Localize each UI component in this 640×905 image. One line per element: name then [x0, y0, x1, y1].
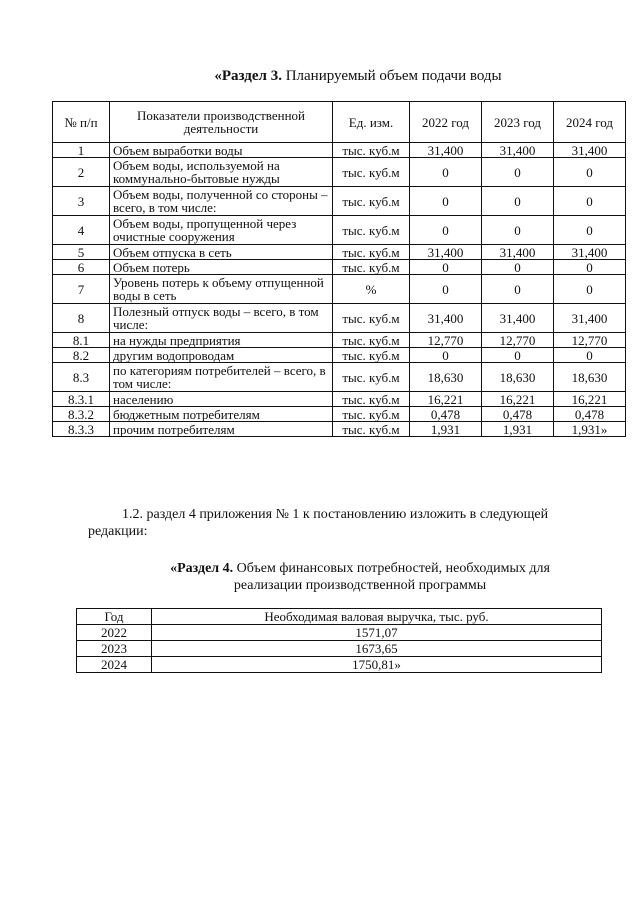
water-supply-table — [52, 101, 626, 437]
row-2023: 31,400 — [482, 304, 554, 333]
section4-title — [140, 560, 580, 594]
row-2023: 0 — [482, 260, 554, 275]
row-2024: 0 — [554, 260, 626, 275]
row-unit: тыс. куб.м — [333, 348, 410, 363]
row-unit: тыс. куб.м — [333, 392, 410, 407]
row-2023: 0 — [482, 275, 554, 304]
row-2022: 0 — [410, 158, 482, 187]
row-year: 2024 — [77, 657, 152, 673]
row-2024: 0 — [554, 275, 626, 304]
row-num: 8.3.3 — [53, 422, 110, 437]
section4-title-text: Объем финансовых потребностей, необходимых для реализации производственной программы — [233, 561, 550, 593]
row-2023: 1,931 — [482, 422, 554, 437]
table-row — [53, 363, 626, 392]
row-2024: 31,400 — [554, 304, 626, 333]
row-2024: 31,400 — [554, 245, 626, 260]
row-name: Полезный отпуск воды – всего, в том числе: — [110, 304, 333, 333]
paragraph-line1: 1.2. раздел 4 приложения № 1 к постановлению изложить в следующей — [122, 507, 549, 522]
amendment-paragraph — [88, 506, 608, 524]
row-name: Объем отпуска в сеть — [110, 245, 333, 260]
row-unit: тыс. куб.м — [333, 422, 410, 437]
row-num: 2 — [53, 158, 110, 187]
row-unit: тыс. куб.м — [333, 245, 410, 260]
row-revenue: 1673,65 — [152, 641, 602, 657]
row-num: 6 — [53, 260, 110, 275]
row-unit: тыс. куб.м — [333, 304, 410, 333]
table-row — [77, 625, 602, 641]
row-2022: 31,400 — [410, 143, 482, 158]
row-2023: 31,400 — [482, 143, 554, 158]
table-row — [77, 657, 602, 673]
table-row — [53, 245, 626, 260]
row-2023: 0,478 — [482, 407, 554, 422]
header-num: № п/п — [53, 102, 110, 143]
row-2022: 0 — [410, 187, 482, 216]
table-row — [53, 407, 626, 422]
row-name: прочим потребителям — [110, 422, 333, 437]
row-unit: тыс. куб.м — [333, 158, 410, 187]
row-2024: 12,770 — [554, 333, 626, 348]
row-num: 8.2 — [53, 348, 110, 363]
row-2022: 0 — [410, 275, 482, 304]
row-name: Объем выработки воды — [110, 143, 333, 158]
header-indicator: Показатели производственной деятельности — [110, 102, 333, 143]
row-unit: тыс. куб.м — [333, 363, 410, 392]
table-row — [53, 187, 626, 216]
row-unit: тыс. куб.м — [333, 260, 410, 275]
row-2023: 0 — [482, 216, 554, 245]
row-num: 3 — [53, 187, 110, 216]
row-2022: 12,770 — [410, 333, 482, 348]
row-revenue: 1750,81» — [152, 657, 602, 673]
table-row — [53, 348, 626, 363]
financial-needs-table — [76, 608, 602, 673]
row-year: 2022 — [77, 625, 152, 641]
row-2022: 0 — [410, 216, 482, 245]
row-name: Объем воды, используемой на коммунально-бытовые нужды — [110, 158, 333, 187]
row-2022: 18,630 — [410, 363, 482, 392]
table-row — [53, 143, 626, 158]
table-row — [53, 304, 626, 333]
row-2024: 0 — [554, 348, 626, 363]
table-row — [53, 333, 626, 348]
table-row — [53, 158, 626, 187]
header-year: Год — [77, 609, 152, 625]
row-name: Объем воды, полученной со стороны – всего, в том числе: — [110, 187, 333, 216]
row-name: другим водопроводам — [110, 348, 333, 363]
section3-title-bold: «Раздел 3. — [214, 68, 282, 84]
header-unit: Ед. изм. — [333, 102, 410, 143]
row-num: 8.3.2 — [53, 407, 110, 422]
row-name: Объем воды, пропущенной через очистные сооружения — [110, 216, 333, 245]
row-unit: тыс. куб.м — [333, 187, 410, 216]
paragraph-continuation — [88, 524, 148, 540]
row-2023: 31,400 — [482, 245, 554, 260]
row-year: 2023 — [77, 641, 152, 657]
row-2024: 31,400 — [554, 143, 626, 158]
row-2024: 16,221 — [554, 392, 626, 407]
row-name: бюджетным потребителям — [110, 407, 333, 422]
row-name: Объем потерь — [110, 260, 333, 275]
row-revenue: 1571,07 — [152, 625, 602, 641]
row-name: Уровень потерь к объему отпущенной воды в сеть — [110, 275, 333, 304]
row-name: на нужды предприятия — [110, 333, 333, 348]
header-2023: 2023 год — [482, 102, 554, 143]
section3-title-text: Планируемый объем подачи воды — [281, 68, 502, 84]
row-2023: 16,221 — [482, 392, 554, 407]
row-num: 8.1 — [53, 333, 110, 348]
row-num: 7 — [53, 275, 110, 304]
row-num: 5 — [53, 245, 110, 260]
row-2022: 16,221 — [410, 392, 482, 407]
row-2022: 1,931 — [410, 422, 482, 437]
row-2023: 0 — [482, 158, 554, 187]
row-unit: тыс. куб.м — [333, 143, 410, 158]
row-unit: % — [333, 275, 410, 304]
table-row — [53, 260, 626, 275]
row-num: 8 — [53, 304, 110, 333]
table-row — [53, 422, 626, 437]
row-2023: 18,630 — [482, 363, 554, 392]
row-num: 8.3 — [53, 363, 110, 392]
row-2023: 0 — [482, 187, 554, 216]
paragraph-line2: редакции: — [88, 524, 148, 539]
table-row — [53, 275, 626, 304]
row-2023: 12,770 — [482, 333, 554, 348]
row-2022: 0,478 — [410, 407, 482, 422]
row-name: населению — [110, 392, 333, 407]
table-row — [53, 216, 626, 245]
row-unit: тыс. куб.м — [333, 407, 410, 422]
row-2024: 0 — [554, 158, 626, 187]
row-2024: 0 — [554, 187, 626, 216]
row-2022: 31,400 — [410, 245, 482, 260]
row-2024: 0 — [554, 216, 626, 245]
section3-title — [38, 68, 640, 85]
row-2022: 0 — [410, 260, 482, 275]
header-2022: 2022 год — [410, 102, 482, 143]
row-2024: 1,931» — [554, 422, 626, 437]
row-num: 1 — [53, 143, 110, 158]
table-header-row — [53, 102, 626, 143]
row-2024: 0,478 — [554, 407, 626, 422]
row-name: по категориям потребителей – всего, в том числе: — [110, 363, 333, 392]
row-2022: 0 — [410, 348, 482, 363]
table-row — [77, 641, 602, 657]
row-num: 4 — [53, 216, 110, 245]
table-header-row — [77, 609, 602, 625]
row-2022: 31,400 — [410, 304, 482, 333]
row-2023: 0 — [482, 348, 554, 363]
row-unit: тыс. куб.м — [333, 216, 410, 245]
section4-title-bold: «Раздел 4. — [170, 561, 234, 576]
header-2024: 2024 год — [554, 102, 626, 143]
row-unit: тыс. куб.м — [333, 333, 410, 348]
header-revenue: Необходимая валовая выручка, тыс. руб. — [152, 609, 602, 625]
row-2024: 18,630 — [554, 363, 626, 392]
table-row — [53, 392, 626, 407]
row-num: 8.3.1 — [53, 392, 110, 407]
